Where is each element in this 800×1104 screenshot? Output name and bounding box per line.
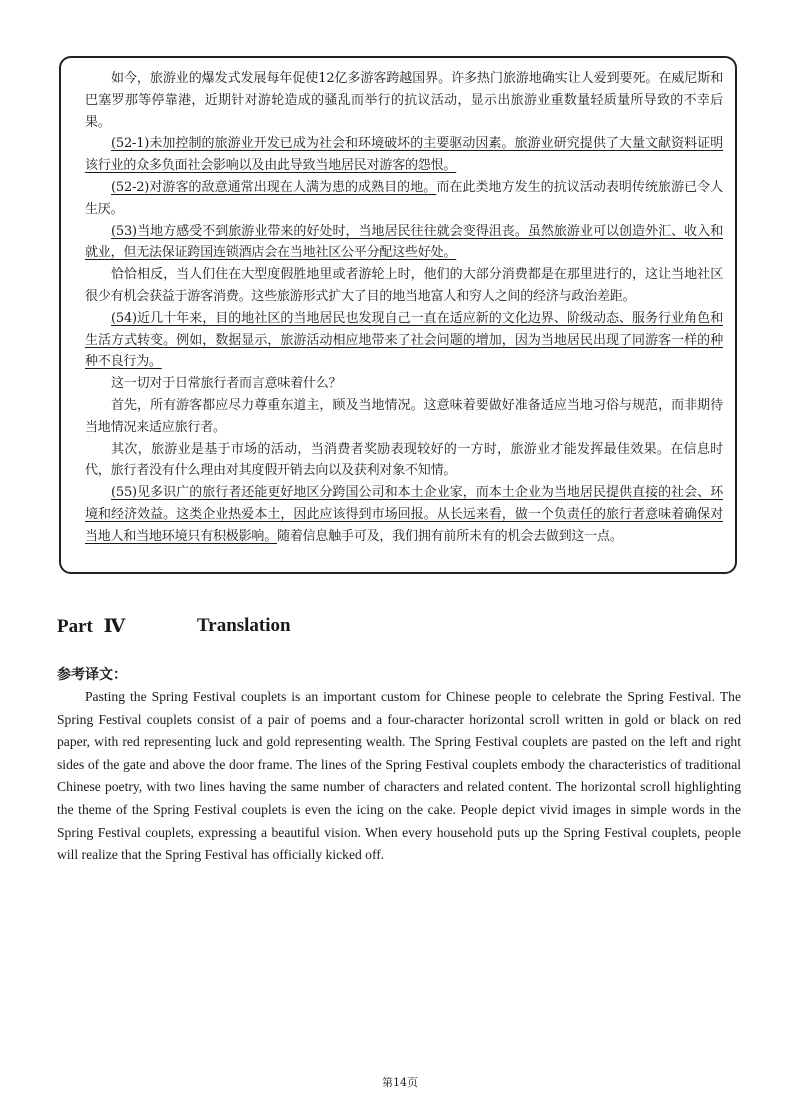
- translation-text: Pasting the Spring Festival couplets is an important custom for Chinese people to celebrate the Spring Festival. The Spring Festival couplets consist of a pair of poems and a four-character horizontal scroll written in gold or black on red paper, with red representing luck and gold representing wealth. The Spring Festival couplets are pasted on the left and right sides of the gate and above the door frame. The lines of the Spring Festival couplets embody the characteristics of traditional Chinese poetry, with two lines having the same number of characters and related content. The horizontal scroll highlighting the theme of the Spring Festival couplets is even the icing on the cake. People depict vivid images in simple words in the Spring Festival couplets, expressing a beautiful vision. When every household puts up the Spring Festival couplets, people will realize that the Spring Festival has officially kicked off.: [57, 689, 741, 863]
- underlined-sentence: (55)见多识广的旅行者还能更好地区分跨国公司和本土企业家，而本土企业为当地居民提供直接的社会、环境和经济效益。这类企业热爱本土，因此应该得到市场回报。从长远来看，做一个负责任的旅行者意味着确保对当地人和当地环境只有积极影响。: [85, 485, 723, 544]
- reference-translation-label: 参考译文：: [57, 667, 127, 683]
- paragraph: [85, 395, 723, 439]
- paragraph-text: 其次，旅游业是基于市场的活动，当消费者奖励表现较好的一方时，旅游业才能发挥最佳效果。在信息时代，旅行者没有什么理由对其度假开销去向以及获利对象不知情。: [85, 441, 723, 479]
- paragraph-52-1: [85, 133, 723, 177]
- paragraph-text: 随着信息触手可及，我们拥有前所未有的机会去做到这一点。: [277, 528, 623, 544]
- paragraph-text: 而在此类地方发生的抗议活动表明传统旅游已令人生厌。: [85, 179, 723, 217]
- paragraph: [85, 264, 723, 308]
- part-label: Part: [57, 616, 93, 637]
- passage-box: [59, 56, 737, 574]
- section-heading: [57, 615, 291, 638]
- paragraph: [85, 68, 723, 133]
- underlined-sentence: (52-1)未加控制的旅游业开发已成为社会和环境破坏的主要驱动因素。旅游业研究提供了大量文献资料证明该行业的众多负面社会影响以及由此导致当地居民对游客的怨恨。: [85, 136, 723, 174]
- page-number: 第14页: [382, 1076, 418, 1089]
- paragraph-text: 这一切对于日常旅行者而言意味着什么？: [111, 376, 342, 392]
- underlined-sentence: (52-2)对游客的敌意通常出现在人满为患的成熟目的地。: [111, 179, 437, 195]
- paragraph-text: 如今，旅游业的爆发式发展每年促使12亿多游客跨越国界。许多热门旅游地确实让人爱到要死。在威尼斯和巴塞罗那等停靠港，近期针对游轮造成的骚乱而举行的抗议活动，显示出旅游业重数量轻质量所导致的不幸后果。: [85, 71, 723, 130]
- paragraph-text: 恰恰相反，当人们住在大型度假胜地里或者游轮上时，他们的大部分消费都是在那里进行的，这让当地社区很少有机会获益于游客消费。这些旅游形式扩大了目的地当地富人和穷人之间的经济与政治差距。: [85, 267, 723, 304]
- paragraph: [85, 439, 723, 483]
- underlined-sentence: (53)当地方感受不到旅游业带来的好处时，当地居民往往就会变得沮丧。虽然旅游业可以创造外汇、收入和就业，但无法保证跨国连锁酒店会在当地社区公平分配这些好处。: [85, 223, 723, 261]
- section-title: Translation: [197, 615, 291, 636]
- paragraph-55: [85, 482, 723, 547]
- part-numeral: Ⅳ: [103, 616, 126, 637]
- paragraph-53: [85, 221, 723, 265]
- paragraph-text: 首先，所有游客都应尽力尊重东道主，顾及当地情况。这意味着要做好准备适应当地习俗与规范，而非期待当地情况来适应旅行者。: [85, 397, 723, 435]
- paragraph: [85, 373, 723, 395]
- paragraph-54: [85, 308, 723, 373]
- underlined-sentence: (54)近几十年来，目的地社区的当地居民也发现自己一直在适应新的文化边界、阶级动态、服务行业角色和生活方式转变。例如，数据显示，旅游活动相应地带来了社会问题的增加，因为当地居民出现了同游客一样的种种不良行为。: [85, 310, 723, 370]
- paragraph-52-2: [85, 177, 723, 221]
